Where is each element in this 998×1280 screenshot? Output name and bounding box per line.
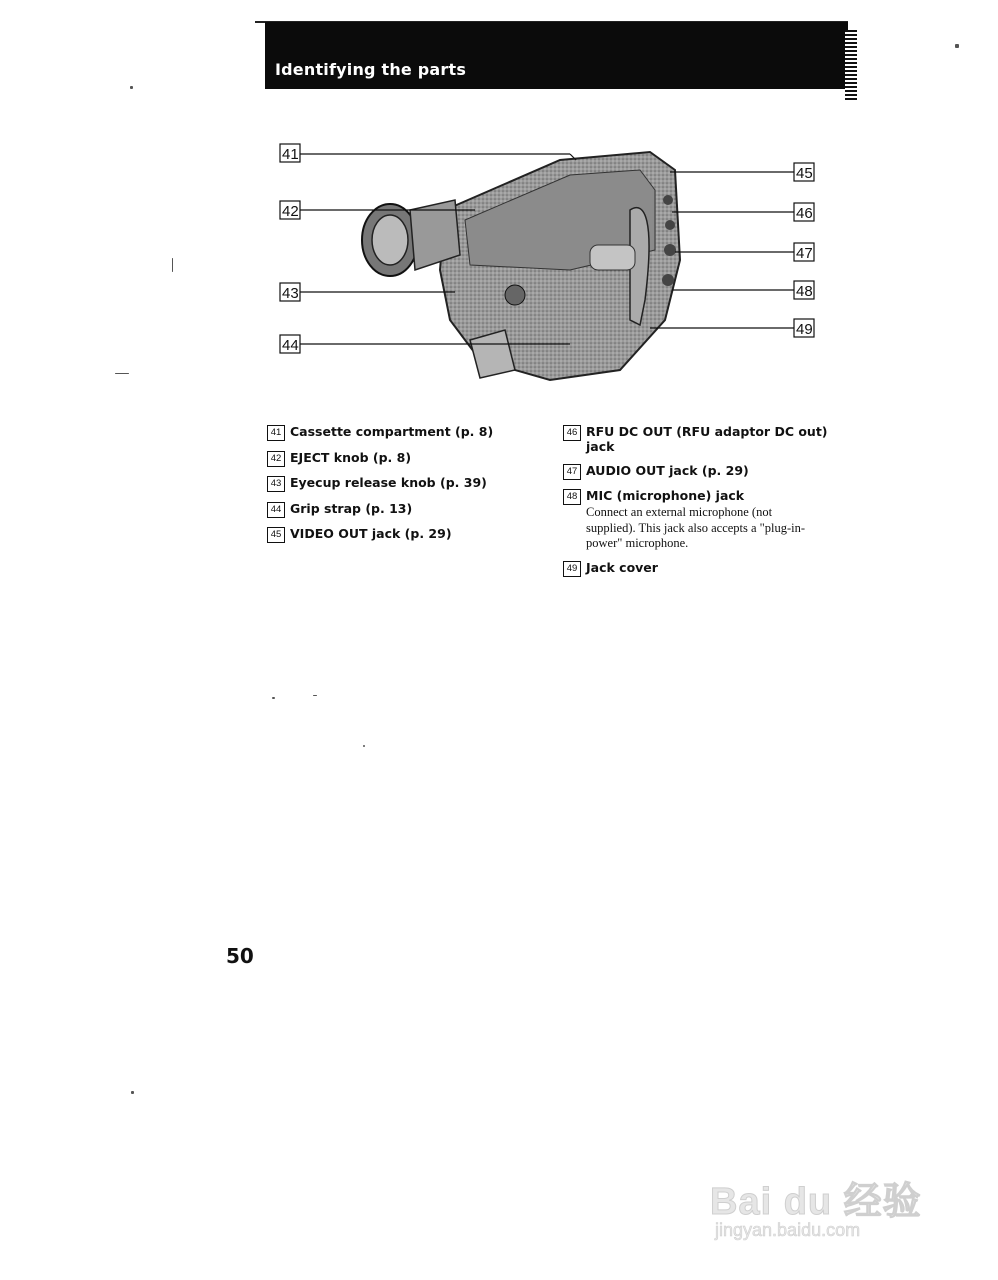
item-number: 43	[267, 476, 285, 492]
list-item	[563, 488, 833, 552]
camcorder-body	[362, 152, 680, 380]
baidu-watermark	[705, 1140, 955, 1240]
svg-text:41: 41	[282, 146, 299, 163]
callout-46	[794, 203, 814, 222]
item-label: RFU DC OUT (RFU adaptor DC out) jack	[586, 424, 828, 454]
watermark-logo-text: Bai du 经验	[710, 1181, 922, 1223]
item-label: Jack cover	[586, 560, 658, 576]
svg-text:47: 47	[796, 245, 813, 262]
list-item	[267, 526, 547, 543]
page-number: 50	[226, 944, 254, 968]
parts-list-right	[563, 424, 833, 586]
list-item	[563, 560, 833, 577]
item-content	[586, 488, 824, 552]
svg-text:45: 45	[796, 165, 813, 182]
callout-43	[280, 283, 300, 302]
list-item	[267, 501, 547, 518]
item-label: AUDIO OUT jack (p. 29)	[586, 462, 749, 478]
item-label: EJECT knob (p. 8)	[290, 449, 412, 465]
svg-text:46: 46	[796, 205, 813, 222]
watermark-url: jingyan.baidu.com	[715, 1220, 861, 1240]
item-number: 48	[563, 489, 581, 505]
callout-41	[280, 144, 300, 163]
svg-text:44: 44	[282, 337, 299, 354]
scan-speck	[130, 86, 133, 89]
camcorder-illustration	[270, 130, 830, 390]
callout-48	[794, 281, 814, 300]
item-label: Grip strap (p. 13)	[290, 500, 413, 516]
list-item	[267, 475, 547, 492]
scan-speck	[131, 1091, 134, 1094]
svg-text:49: 49	[796, 321, 813, 338]
list-item	[563, 463, 833, 480]
item-label: Cassette compartment (p. 8)	[290, 424, 494, 439]
list-item	[267, 450, 547, 467]
item-number: 44	[267, 502, 285, 518]
scan-speck	[955, 44, 959, 48]
list-item	[267, 424, 547, 441]
scan-speck	[363, 745, 365, 747]
item-number: 49	[563, 561, 581, 577]
callout-47	[794, 243, 814, 262]
item-number: 45	[267, 527, 285, 543]
item-number: 42	[267, 451, 285, 467]
list-item	[563, 424, 833, 454]
item-number: 46	[563, 425, 581, 441]
header-edge-pattern	[845, 30, 857, 100]
scan-speck	[313, 695, 317, 696]
callout-44	[280, 335, 300, 354]
item-label: VIDEO OUT jack (p. 29)	[290, 526, 452, 541]
scan-speck	[115, 373, 129, 374]
item-label: MIC (microphone) jack	[586, 488, 745, 503]
svg-text:48: 48	[796, 283, 813, 300]
item-description: Connect an external microphone (not supplied). This jack also accepts a "plug-in-power" microphone.	[586, 505, 806, 551]
svg-text:43: 43	[282, 285, 299, 302]
scan-speck	[172, 258, 173, 272]
svg-text:42: 42	[282, 203, 299, 220]
callout-45	[794, 163, 814, 182]
callout-42	[280, 201, 300, 220]
item-number: 41	[267, 425, 285, 441]
item-number: 47	[563, 464, 581, 480]
item-label: Eyecup release knob (p. 39)	[290, 475, 487, 490]
callout-49	[794, 319, 814, 338]
scan-speck	[272, 697, 275, 699]
parts-list-left	[267, 424, 547, 552]
page-title: Identifying the parts	[275, 60, 467, 79]
